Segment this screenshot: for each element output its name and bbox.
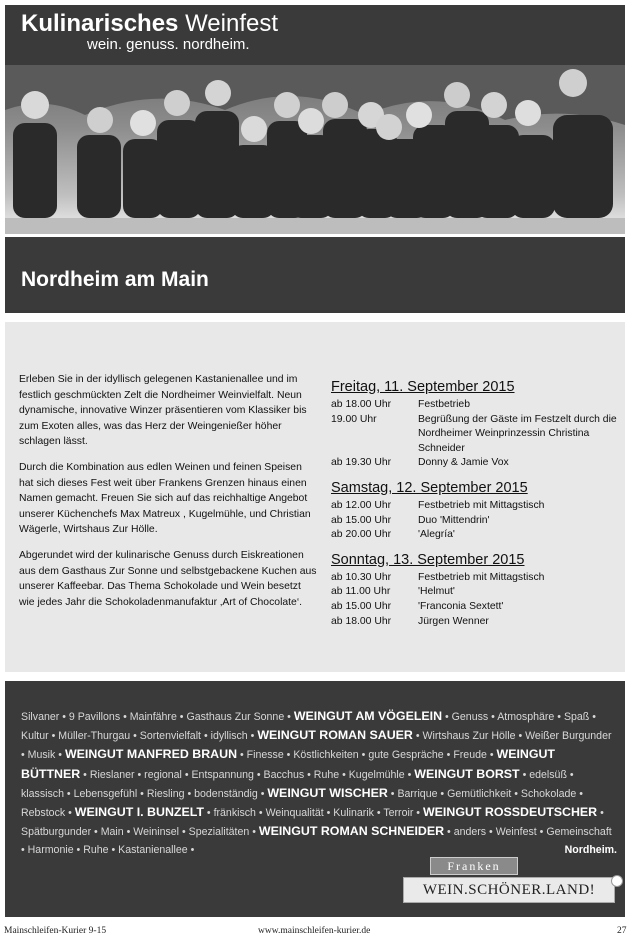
tag-word: Kastanienallee	[118, 844, 188, 857]
schedule-event: Festbetrieb mit Mittagstisch	[418, 571, 545, 583]
intro-paragraph-2: Durch die Kombination aus edlen Weinen und feinen Speisen hat sich dieses Fest weit über Frankens Grenzen hinaus einen Namen gemacht. Freuen Sie sich auf das reichhaltige Angebot unserer Küchenchefs Max Matreux , Kugelmühle, und Christian Wägerle, Wirtshaus Zur Hölle.	[19, 461, 311, 536]
tag-word: Ruhe	[83, 844, 109, 857]
tag-word: Spaß	[563, 711, 590, 723]
intro-paragraph-3: Abgerundet wird der kulinarische Genuss durch Eiskreationen aus dem Gasthaus Zur Sonne und selbstgebackene Kuchen aus unserer Kaffeebar. Das Thema Schokolade und Wein besetzt wie jedes Jahr die Schokoladenmanufaktur ‚Art of Chocolate‘.	[19, 549, 317, 608]
group-photo	[5, 65, 625, 218]
schedule-event: Begrüßung der Gäste im Festzelt durch die Nordheimer Weinprinzessin Christina Schneider	[418, 413, 617, 454]
tag-cloud-end: Nordheim.	[564, 844, 617, 857]
tag-word: Müller-Thurgau	[58, 730, 131, 743]
tag-word: Genuss	[451, 711, 489, 723]
schedule-time: ab 15.00 Uhr	[331, 600, 392, 612]
tag-word: Barrique	[397, 787, 438, 800]
tag-word: Schokolade	[520, 787, 577, 800]
tag-word: Main	[100, 826, 124, 839]
logo-franken: Franken	[430, 857, 518, 875]
schedule-event: Donny & Jamie Vox	[418, 457, 509, 469]
tag-word: Kugelmühle	[348, 768, 405, 781]
schedule-row	[331, 600, 621, 615]
tag-word: bodenständig	[194, 787, 258, 800]
tag-word: Weininsel	[133, 826, 180, 839]
schedule-event: Festbetrieb	[418, 399, 470, 410]
tag-word: Rebstock	[21, 807, 66, 820]
section-title-bar	[5, 237, 625, 313]
tag-word: Gasthaus Zur Sonne	[186, 711, 285, 723]
tag-word: Silvaner	[21, 711, 60, 723]
winery-name: WEINGUT BORST	[414, 766, 520, 781]
tag-word: Musik	[27, 749, 56, 762]
tag-word: Riesling	[146, 787, 185, 800]
schedule-row	[331, 456, 621, 471]
content-panel	[5, 322, 625, 672]
schedule-row	[331, 615, 621, 630]
tag-word: Mainfähre	[129, 711, 177, 723]
section-title: Nordheim am Main	[21, 268, 209, 291]
tag-word: Entspannung	[191, 768, 254, 781]
tag-cloud: Silvaner • 9 Pavillons • Mainfähre • Gasthaus Zur Sonne • WEINGUT AM VÖGELEIN • Genuss • Atmosphäre • Spaß • Kultur • Müller-Thurgau • Sortenvielfalt • idyllisch • WEINGUT ROMAN SAUER • Wirtshaus Zur Hölle • Weißer Burgunder • Musik • WEINGUT MANFRED BRAUN • Finesse • Köstlichkeiten • gute Gespräche • Freude • WEINGUT BÜTTNER • Rieslaner • regional • Entspannung • Bacchus • Ruhe • Kugelmühle • WEINGUT BORST • edelsüß • klassisch • Lebensgefühl • Riesling • bodenständig • WEINGUT WISCHER • Barrique • Gemütlichkeit • Schokolade • Rebstock • WEINGUT I. BUNZELT • fränkisch • Weinqualität • Kulinarik • Terroir • WEINGUT ROSSDEUTSCHER • Spätburgunder • Main • Weininsel • Spezialitäten • WEINGUT ROMAN SCHNEIDER • anders • Weinfest • Gemeinschaft • Harmonie • Ruhe • Kastanienallee • Nordheim.	[21, 707, 617, 860]
tag-word: Gemeinschaft	[546, 826, 612, 839]
schedule-day-heading: Samstag, 12. September 2015	[331, 479, 528, 496]
tag-word: Weißer Burgunder	[525, 730, 612, 743]
schedule-event: 'Helmut'	[418, 586, 455, 598]
schedule-row	[331, 528, 621, 543]
schedule-row	[331, 499, 621, 514]
event-schedule	[331, 374, 621, 629]
intro-paragraph-1: Erleben Sie in der idyllisch gelegenen Kastanienallee und im festlich geschmückten Zelt die Nordheimer Weinvielfalt. Neun dynamische, innovative Winzer präsentieren vom Klassiker bis zum Exoten alles, was das Herz der Weingenießer höher schlagen lässt.	[19, 374, 307, 448]
schedule-row	[331, 585, 621, 600]
schedule-day	[331, 479, 621, 543]
intro-text	[19, 372, 319, 620]
schedule-day-heading: Freitag, 11. September 2015	[331, 379, 515, 395]
header-banner	[5, 5, 625, 65]
winery-name: WEINGUT AM VÖGELEIN	[293, 709, 443, 723]
winery-name: WEINGUT WISCHER	[267, 785, 388, 800]
footer-publication: Mainschleifen-Kurier 9-15	[4, 926, 107, 936]
tag-word: Köstlichkeiten	[293, 749, 359, 762]
schedule-row	[331, 514, 621, 529]
group-photo-illustration	[5, 65, 625, 218]
tag-word: gute Gespräche	[368, 749, 444, 762]
schedule-day	[331, 551, 621, 629]
schedule-time: ab 18.00 Uhr	[331, 615, 392, 627]
schedule-time: ab 10.30 Uhr	[331, 571, 392, 583]
schedule-time: 19.00 Uhr	[331, 413, 377, 425]
schedule-time: ab 15.00 Uhr	[331, 514, 392, 526]
schedule-event: Festbetrieb mit Mittagstisch	[418, 499, 545, 511]
tag-word: Kultur	[21, 730, 49, 743]
schedule-day-heading: Sonntag, 13. September 2015	[331, 551, 525, 568]
schedule-event: 'Franconia Sextett'	[418, 600, 504, 612]
tag-word: Weinfest	[495, 826, 537, 839]
schedule-row	[331, 398, 621, 413]
tag-word: Lebensgefühl	[73, 787, 138, 800]
schedule-row	[331, 571, 621, 586]
tag-word: klassisch	[21, 787, 64, 800]
tag-word: Sortenvielfalt	[139, 730, 201, 743]
tag-word: regional	[144, 768, 182, 781]
winery-name: WEINGUT ROMAN SAUER	[257, 728, 413, 743]
winery-name: WEINGUT I. BUNZELT	[74, 805, 204, 820]
tag-word: Ruhe	[313, 768, 340, 781]
logo-wein-schoener-land: WEIN.SCHÖNER.LAND!	[403, 877, 615, 903]
schedule-day	[331, 378, 621, 471]
winery-name: WEINGUT ROSSDEUTSCHER	[422, 805, 598, 820]
footer-page-number: 27	[617, 926, 627, 936]
tag-word: Spezialitäten	[188, 826, 250, 839]
header-subtitle: wein. genuss. nordheim.	[87, 36, 250, 53]
tag-word: Rieslaner	[89, 768, 135, 781]
schedule-time: ab 11.00 Uhr	[331, 586, 391, 598]
tag-word: Weinqualität	[265, 807, 324, 820]
schedule-event: Jürgen Wenner	[418, 615, 489, 627]
header-title: Kulinarisches Weinfest	[21, 10, 279, 37]
tag-word: Terroir	[383, 807, 414, 820]
tag-word: anders	[453, 826, 487, 839]
tag-word: Wirtshaus Zur Hölle	[422, 730, 516, 743]
tag-word: Kulinarik	[333, 807, 374, 820]
tag-word: Finesse	[246, 749, 284, 762]
schedule-event: Duo 'Mittendrin'	[418, 514, 490, 526]
winery-name: WEINGUT ROMAN SCHNEIDER	[258, 824, 445, 839]
tag-word: Freude	[453, 749, 487, 762]
separator-bar	[5, 218, 625, 234]
schedule-time: ab 20.00 Uhr	[331, 529, 392, 541]
schedule-event: 'Alegría'	[418, 529, 455, 541]
winery-name: WEINGUT BÜTTNER	[21, 747, 556, 781]
schedule-time: ab 19.30 Uhr	[331, 457, 392, 469]
registered-mark-icon	[611, 875, 623, 887]
tag-word: 9 Pavillons	[68, 711, 121, 723]
tag-word: Gemütlichkeit	[447, 787, 512, 800]
tag-word: Bacchus	[263, 768, 305, 781]
tag-cloud-panel	[5, 681, 625, 917]
schedule-time: ab 12.00 Uhr	[331, 499, 392, 511]
tag-word: Harmonie	[27, 844, 74, 857]
tag-word: Spätburgunder	[21, 826, 92, 839]
schedule-time: ab 18.00 Uhr	[331, 399, 392, 410]
tag-word: fränkisch	[213, 807, 256, 820]
schedule-row	[331, 413, 621, 457]
footer-website[interactable]: www.mainschleifen-kurier.de	[258, 926, 371, 936]
tag-word: edelsüß	[529, 768, 567, 781]
tag-word: Atmosphäre	[497, 711, 555, 723]
tag-word: idyllisch	[210, 730, 248, 743]
winery-name: WEINGUT MANFRED BRAUN	[64, 747, 238, 762]
